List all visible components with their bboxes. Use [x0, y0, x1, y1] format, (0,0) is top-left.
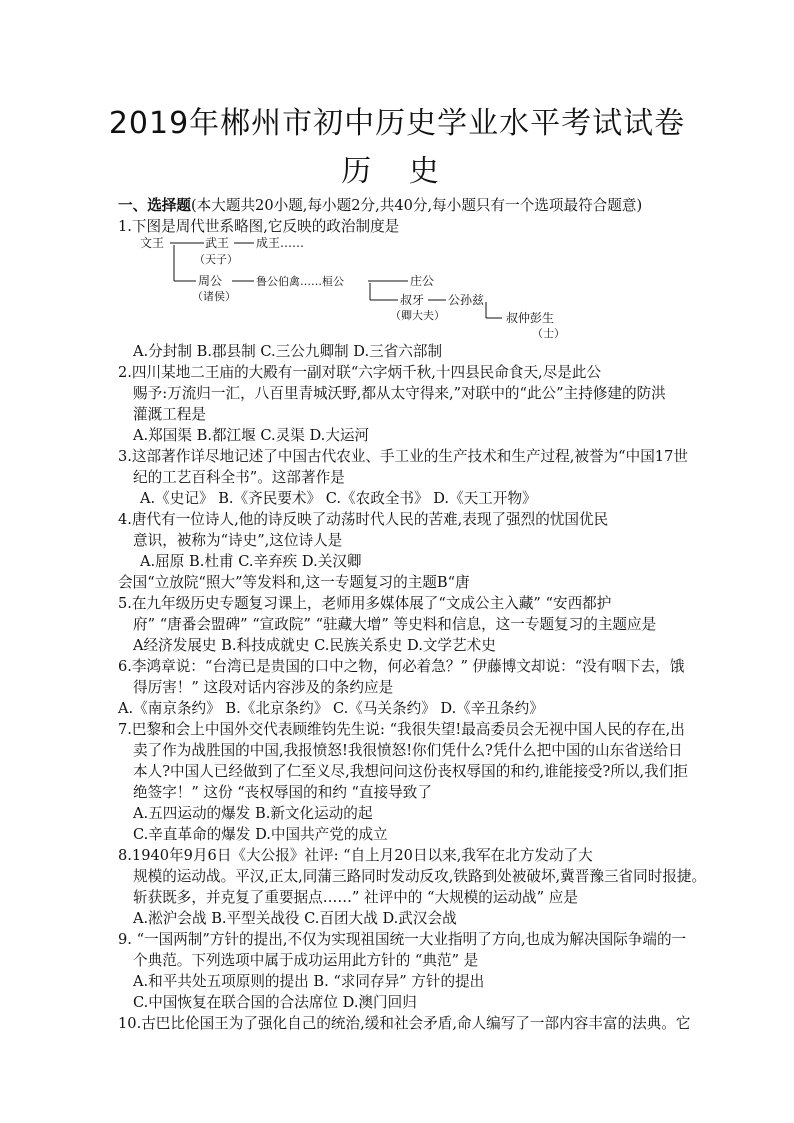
q5-options: A经济发展史 B.科技成就史 C.民族关系史 D.文学艺术史 [133, 637, 496, 654]
section-header [118, 196, 642, 216]
diagram-shi: （士） [532, 327, 565, 340]
diagram-wuwang: 武王 [205, 236, 230, 250]
question-7-line-1: 7.巴黎和会上中国外交代表顾维钧先生说: “我很失望!最高委员会无视中国人民的存在,出 [118, 721, 685, 738]
exam-subject: 历 史 [341, 154, 453, 189]
q4-options: A.屈原 B.杜甫 C.辛弃疾 D.关汉卿 [140, 553, 362, 570]
diagram-shuzhongpengsheng: 叔仲彭生 [506, 311, 555, 325]
question-7-line-4: 绝签字！” 这份 “丧权辱国的和约 “直接导致了 [133, 784, 432, 801]
diagram-zhuanggong: 庄公 [410, 274, 435, 288]
question-7-line-3: 本人?中国人已经做到了仁至义尽,我想问问这份丧权辱国的和约,谁能接受?所以,我们拒 [133, 763, 688, 780]
q8-options: A.淞沪会战 B.平型关战役 C.百团大战 D.武汉会战 [133, 910, 457, 927]
diagram-shuya: 叔牙 [400, 293, 425, 307]
question-8-line-1: 8.1940年9月6日《大公报》社评: “自上月20日以来,我军在北方发动了大 [118, 847, 593, 864]
diagram-chengwang: 成王…… [256, 236, 305, 250]
diagram-lugong: 鲁公伯禽……桓公 [256, 275, 344, 288]
q6-options: A.《南京条约》 B.《北京条约》 C.《马关条约》 D.《辛丑条约》 [118, 700, 544, 717]
q9-options-cd: C.中国恢复在联合国的合法席位 D.澳门回归 [133, 994, 417, 1011]
question-2-line-2: 赐予:万流归一汇，八百里青城沃野,都从太守得来,”对联中的“此公”主持修建的防洪 [133, 385, 666, 402]
q9-options-ab: A.和平共处五项原则的提出 B. “求同存异” 方针的提出 [133, 973, 485, 990]
section-label: 一、选择题 [118, 197, 191, 214]
diagram-zhougong: 周公 [198, 274, 223, 288]
question-3-line-1: 3.这部著作详尽地记述了中国古代农业、手工业的生产技术和生产过程,被誉为“中国17世 [118, 448, 688, 465]
question-4-line-1: 4.唐代有一位诗人,他的诗反映了动荡时代人民的苦难,表现了强烈的忧国优民 [118, 511, 609, 528]
question-3-line-2: 纪的工艺百科全书”。这部著作是 [133, 469, 345, 486]
q1-options: A.分封制 B.郡县制 C.三公九卿制 D.三省六部制 [133, 343, 443, 360]
question-1: 1.下图是周代世系略图,它反映的政治制度是 [118, 218, 400, 235]
question-2-line-3: 灌溉工程是 [133, 406, 206, 423]
q7-options-ab: A.五四运动的爆发 B.新文化运动的起 [133, 805, 373, 822]
question-4-line-2: 意识，被称为“诗史”,这位诗人是 [133, 532, 343, 549]
question-5-line-1: 5.在九年级历史专题复习课上，老师用多媒体展了“文成公主入藏” “安西都护 [118, 595, 612, 612]
diagram-tianzi: （天子） [194, 253, 238, 266]
question-7-line-2: 卖了作为战胜国的中国,我报愤怒!我很愤怒!你们凭什么?凭什么把中国的山东省送给日 [133, 742, 683, 759]
exam-title: 2019年郴州市初中历史学业水平考试试卷 [108, 106, 686, 141]
question-2-line-1: 2.四川某地二王庙的大殿有一副对联“六字炳千秋,十四县民命食天,尽是此公 [118, 364, 602, 381]
stray-text-line: 会国“立放院“照大”等发料和,这一专题复习的主题B“唐 [118, 574, 470, 591]
question-8-line-2: 规模的运动战。平汉,正太,同蒲三路同时发动反攻,铁路到处被破坏,冀晋豫三省同时报捷。 [133, 868, 707, 885]
q2-options: A.郑国渠 B.都江堰 C.灵渠 D.大运河 [133, 427, 370, 444]
zhou-lineage-diagram [140, 234, 600, 344]
diagram-zhuhou: （诸侯） [192, 290, 236, 303]
question-8-line-3: 斩获既多，并克复了重要据点……” 社评中的 “大规模的运动战” 应是 [133, 889, 578, 906]
section-desc: (本大题共20小题,每小题2分,共40分,每小题只有一个选项最符合题意) [190, 197, 643, 214]
q7-options-cd: C.辛直革命的爆发 D.中国共产党的成立 [133, 826, 388, 843]
diagram-wenwang: 文王 [140, 236, 165, 250]
diagram-gongsunzi: 公孙兹 [448, 293, 485, 307]
diagram-qingdafu: （卿大夫） [390, 309, 445, 322]
question-9-line-2: 个典范。下列选项中属于成功运用此方针的 “典范” 是 [133, 952, 479, 969]
q3-options: A.《史记》 B.《齐民要术》 C.《农政全书》 D.《天工开物》 [140, 490, 537, 507]
question-10-line-1: 10.古巴比伦国王为了强化自己的统治,缓和社会矛盾,命人编写了一部内容丰富的法典。它 [118, 1015, 691, 1032]
question-9-line-1: 9. “一国两制”方针的提出,不仅为实现祖国统一大业指明了方向,也成为解决国际争端的一 [118, 931, 687, 948]
question-6-line-1: 6.李鸿章说：“台湾已是贵国的口中之物，何必着急？” 伊藤博文却说：“没有咽下去，饿 [118, 658, 685, 675]
question-6-line-2: 得厉害！” 这段对话内容涉及的条约应是 [133, 679, 394, 696]
question-5-line-2: 府” “唐番会盟碑” “宣政院” “驻藏大增” 等史料和信息，这一专题复习的主题应是 [133, 616, 657, 633]
